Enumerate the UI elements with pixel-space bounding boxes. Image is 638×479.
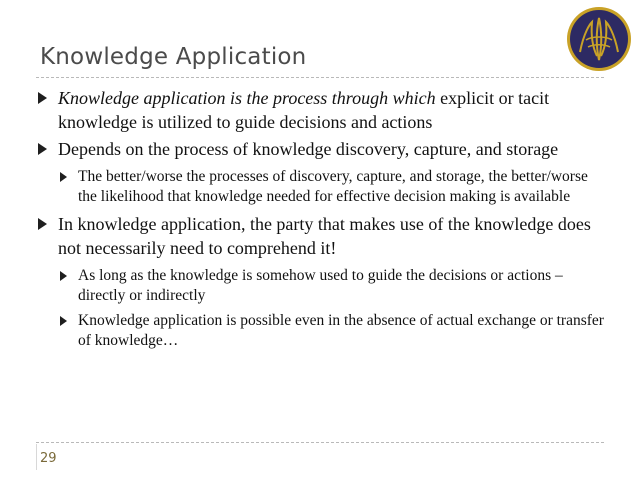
title-divider <box>36 77 604 78</box>
sub-bullet-item <box>36 167 606 207</box>
footer-marker <box>36 444 37 470</box>
triangle-bullet-icon <box>38 92 47 104</box>
sub-bullet-text: As long as the knowledge is somehow used to guide the decisions or actions – directly or indirectly <box>78 267 563 304</box>
bullet-text: explicit or tacit knowledge is utilized to guide decisions and actions <box>58 88 550 132</box>
triangle-bullet-icon <box>60 271 67 281</box>
sub-bullet-item <box>36 266 606 306</box>
bullet-list <box>36 86 606 356</box>
sub-bullet-item <box>36 311 606 351</box>
bullet-item <box>36 212 606 260</box>
footer-divider <box>36 442 604 443</box>
institution-logo-icon <box>566 6 632 72</box>
slide-title: Knowledge Application <box>40 44 307 70</box>
bullet-italic-text: Knowledge application is the process through which <box>58 88 436 108</box>
sub-bullet-text: The better/worse the processes of discovery, capture, and storage, the better/worse the likelihood that knowledge needed for effective decision making is available <box>78 168 588 205</box>
triangle-bullet-icon <box>60 316 67 326</box>
slide-number: 29 <box>40 451 57 466</box>
bullet-text: In knowledge application, the party that makes use of the knowledge does not necessarily need to comprehend it! <box>58 214 591 258</box>
triangle-bullet-icon <box>38 143 47 155</box>
bullet-text: Depends on the process of knowledge discovery, capture, and storage <box>58 139 559 159</box>
triangle-bullet-icon <box>60 172 67 182</box>
sub-bullet-text: Knowledge application is possible even in the absence of actual exchange or transfer of knowledge… <box>78 312 604 349</box>
bullet-item <box>36 137 606 161</box>
triangle-bullet-icon <box>38 218 47 230</box>
bullet-item <box>36 86 606 134</box>
